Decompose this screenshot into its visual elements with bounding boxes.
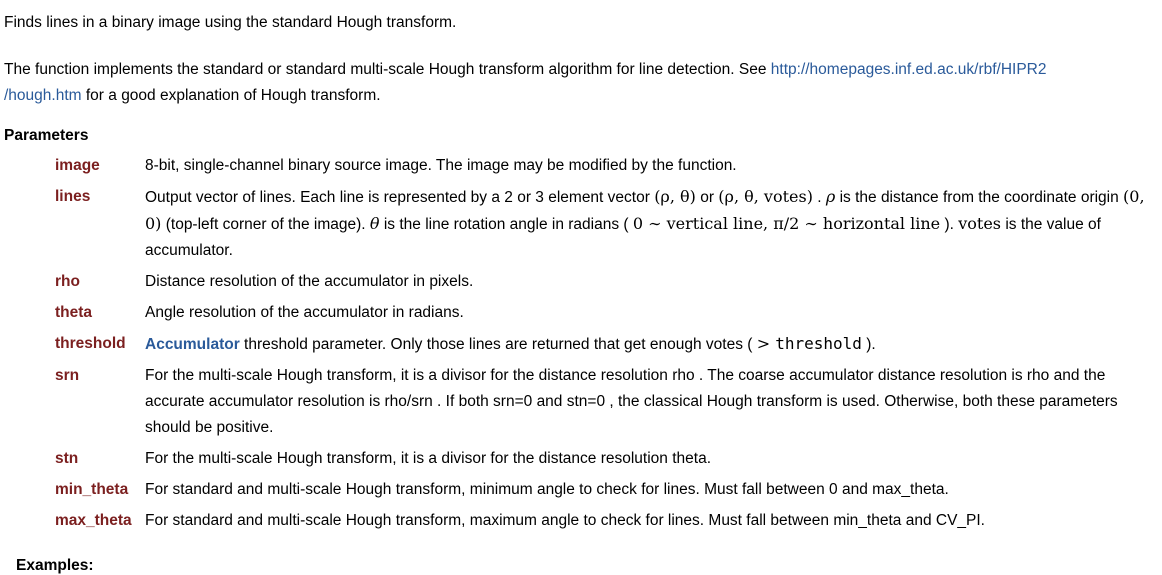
desc-text: ). [940, 216, 959, 233]
math-greater-than: > [756, 334, 776, 353]
param-row-stn [52, 445, 1156, 476]
param-description: 8-bit, single-channel binary source image. The image may be modified by the function. [145, 157, 737, 174]
param-row-max-theta [52, 507, 1156, 538]
desc-text: is the distance from the coordinate origin [835, 189, 1124, 206]
param-description [145, 330, 1156, 362]
param-name: threshold [55, 335, 126, 352]
param-row-srn [52, 362, 1156, 445]
param-name: lines [55, 188, 91, 205]
param-description: For standard and multi-scale Hough transform, maximum angle to check for lines. Must fall between min_theta and CV_PI. [145, 512, 985, 529]
desc-text: Output vector of lines. Each line is represented by a 2 or 3 element vector [145, 189, 655, 206]
param-row-min-theta [52, 476, 1156, 507]
desc-text: (top-left corner of the image). [161, 216, 370, 233]
desc-text: or [695, 189, 719, 206]
param-name: srn [55, 367, 80, 384]
link-text-part2[interactable]: /hough.htm [4, 87, 82, 104]
math-votes: votes [958, 214, 1002, 233]
desc-text: is the value of accumulator. [145, 216, 1101, 259]
param-description: For the multi-scale Hough transform, it is a divisor for the distance resolution theta. [145, 450, 711, 467]
accumulator-link[interactable]: Accumulator [145, 336, 240, 353]
param-row-lines [52, 183, 1156, 268]
math-rho-theta: (ρ, θ) [654, 187, 696, 206]
math-origin: (0, 0) [145, 187, 1145, 233]
desc-text: ). [861, 336, 876, 353]
desc-text: is the line rotation angle in radians ( [379, 216, 633, 233]
description-text: The function implements the standard or standard multi-scale Hough transform algorithm for line detection. See [4, 61, 771, 78]
param-name: image [55, 157, 100, 174]
desc-text: . [812, 189, 826, 206]
param-description: For standard and multi-scale Hough transform, minimum angle to check for lines. Must fall between 0 and max_theta. [145, 481, 949, 498]
param-name: theta [55, 304, 93, 321]
param-description: For the multi-scale Hough transform, it is a divisor for the distance resolution rho . The coarse accumulator distance resolution is rho and the accurate accumulator resolution is rho/srn . If both srn=0 and stn=0 , the classical Hough transform is used. Otherwise, both these parameters should be positive. [145, 367, 1118, 436]
math-threshold: threshold [775, 334, 862, 353]
param-name: rho [55, 273, 80, 290]
math-rho-theta-votes: (ρ, θ, votes) [718, 187, 813, 206]
link-text-part1[interactable]: http://homepages.inf.ed.ac.uk/rbf/HIPR2 [770, 61, 1047, 78]
function-summary: Finds lines in a binary image using the standard Hough transform. [4, 14, 457, 31]
param-description: Distance resolution of the accumulator in pixels. [145, 273, 474, 290]
desc-text: threshold parameter. Only those lines are returned that get enough votes ( [239, 336, 757, 353]
math-rho: ρ [825, 187, 836, 206]
function-description [4, 57, 1154, 109]
param-description: Angle resolution of the accumulator in radians. [145, 304, 464, 321]
description-text-tail: for a good explanation of Hough transform. [81, 87, 381, 104]
param-description [145, 183, 1156, 268]
param-name: min_theta [55, 481, 129, 498]
math-angle-range: 0 ∼ vertical line, π/2 ∼ horizontal line [632, 214, 941, 233]
parameters-heading: Parameters [4, 127, 89, 144]
examples-heading: Examples: [16, 557, 94, 574]
math-theta: θ [369, 214, 380, 233]
parameters-table [52, 152, 1156, 538]
param-row-rho [52, 268, 1156, 299]
param-row-image [52, 152, 1156, 183]
param-row-theta [52, 299, 1156, 330]
param-name: max_theta [55, 512, 132, 529]
param-row-threshold [52, 330, 1156, 362]
param-name: stn [55, 450, 79, 467]
